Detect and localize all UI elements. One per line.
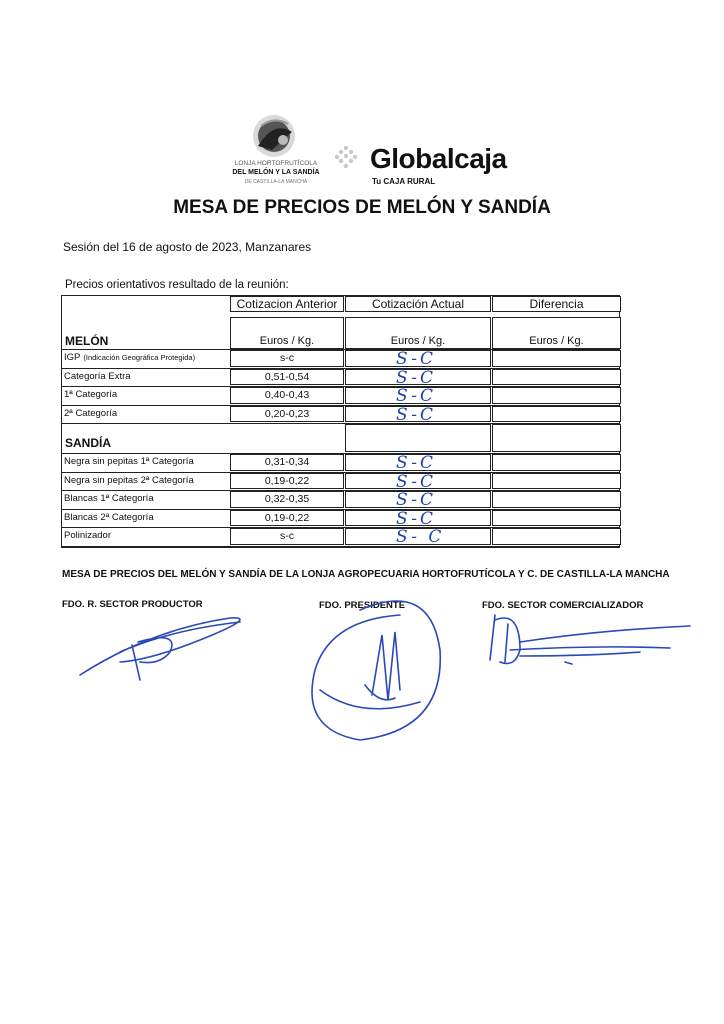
row-label-text: Negra sin pepitas 1ª Categoría: [64, 456, 194, 467]
row-label-text: Categoría Extra: [64, 370, 131, 382]
cell-anterior: s-c: [230, 350, 344, 367]
page-title: MESA DE PRECIOS DE MELÓN Y SANDÍA: [173, 197, 551, 218]
cell-anterior: 0,19-0,22: [230, 473, 344, 490]
cell-diferencia: [492, 369, 621, 386]
cell-diferencia: [492, 510, 621, 527]
cell-anterior: 0,19-0,22: [230, 510, 344, 527]
cell-actual: S-C: [345, 387, 491, 404]
sandia-header-diferencia: [492, 424, 621, 452]
row-divider: [62, 546, 619, 547]
row-label: [64, 352, 195, 363]
row-label-text: 2ª Categoría: [64, 407, 118, 419]
row-label-text: Blancas 2ª Categoría: [64, 511, 154, 523]
cell-diferencia: [492, 406, 621, 423]
signatures: [0, 590, 724, 750]
row-label: [64, 456, 194, 467]
cell-actual: S-C: [345, 369, 491, 386]
cell-anterior: 0,31-0,34: [230, 454, 344, 471]
cell-actual: S-C: [345, 406, 491, 423]
col-header-diferencia: Diferencia: [492, 296, 621, 312]
signatory-producer: FDO. R. SECTOR PRODUCTOR: [62, 599, 203, 610]
row-label-note: (Indicación Geográfica Protegida): [83, 353, 196, 362]
melon-unit-anterior: Euros / Kg.: [230, 317, 344, 349]
cell-diferencia: [492, 528, 621, 545]
cell-actual: S-C: [345, 491, 491, 508]
cell-diferencia: [492, 350, 621, 367]
lonja-logo-line2: DEL MELÓN Y LA SANDÍA: [232, 169, 320, 176]
melon-emblem-icon: [228, 110, 324, 162]
row-label: [64, 371, 134, 382]
melon-unit-actual: Euros / Kg.: [345, 317, 491, 349]
cell-actual: S-C: [345, 473, 491, 490]
globalcaja-emblem-icon: [332, 144, 360, 172]
cell-diferencia: [492, 387, 621, 404]
cell-diferencia: [492, 491, 621, 508]
cell-anterior: 0,20-0,23: [230, 406, 344, 423]
row-label: [64, 493, 154, 504]
cell-actual: S- C: [345, 528, 491, 545]
session-info: Sesión del 16 de agosto de 2023, Manzanares: [63, 240, 312, 254]
row-label-text: 1ª Categoría: [64, 389, 118, 400]
lonja-logo-line3: DE CASTILLA-LA MANCHA: [244, 179, 308, 185]
row-label-text: Polinizador: [64, 530, 111, 542]
cell-anterior: 0,51-0,54: [230, 369, 344, 386]
lonja-logo-line1: LONJA HORTOFRUTÍCOLA: [234, 160, 318, 167]
row-label: [64, 408, 120, 419]
cell-actual: S-C: [345, 510, 491, 527]
cell-anterior: 0,40-0,43: [230, 387, 344, 404]
row-label: [64, 389, 120, 400]
globalcaja-logo-tagline: Tu CAJA RURAL: [372, 177, 436, 186]
cell-diferencia: [492, 473, 621, 490]
row-label-text: Negra sin pepitas 2ª Categoría: [64, 474, 194, 486]
row-label-text: IGP: [64, 352, 81, 363]
sandia-header-actual: [345, 424, 491, 452]
col-header-actual: Cotización Actual: [345, 296, 491, 312]
melon-unit-diferencia: Euros / Kg.: [492, 317, 621, 349]
commercializer-signature: [490, 615, 690, 664]
producer-signature: [80, 618, 240, 680]
cell-actual: S-C: [345, 454, 491, 471]
president-signature: [312, 601, 440, 740]
row-label-text: Blancas 1ª Categoría: [64, 493, 154, 505]
signatory-commercializer: FDO. SECTOR COMERCIALIZADOR: [482, 600, 644, 611]
footer-organization: MESA DE PRECIOS DEL MELÓN Y SANDÍA DE LA LONJA AGROPECUARIA HORTOFRUTÍCOLA Y C. DE CASTILLA-LA MANCHA: [62, 569, 670, 580]
cell-anterior: 0,32-0,35: [230, 491, 344, 508]
row-label: [64, 530, 111, 541]
prices-label: Precios orientativos resultado de la reunión:: [65, 279, 289, 291]
col-header-anterior: Cotizacion Anterior: [230, 296, 344, 312]
price-table: [61, 295, 620, 548]
cell-anterior: s-c: [230, 528, 344, 545]
row-label: [64, 512, 154, 523]
globalcaja-logo-name: Globalcaja: [370, 143, 507, 174]
cell-actual: S-C: [345, 350, 491, 367]
melon-section-title: MELÓN: [65, 334, 109, 348]
lonja-logo: [228, 110, 324, 190]
sandia-section-title: SANDÍA: [65, 436, 112, 450]
cell-diferencia: [492, 454, 621, 471]
signatory-president: FDO. PRESIDENTE: [319, 600, 406, 611]
row-label: [64, 475, 194, 486]
